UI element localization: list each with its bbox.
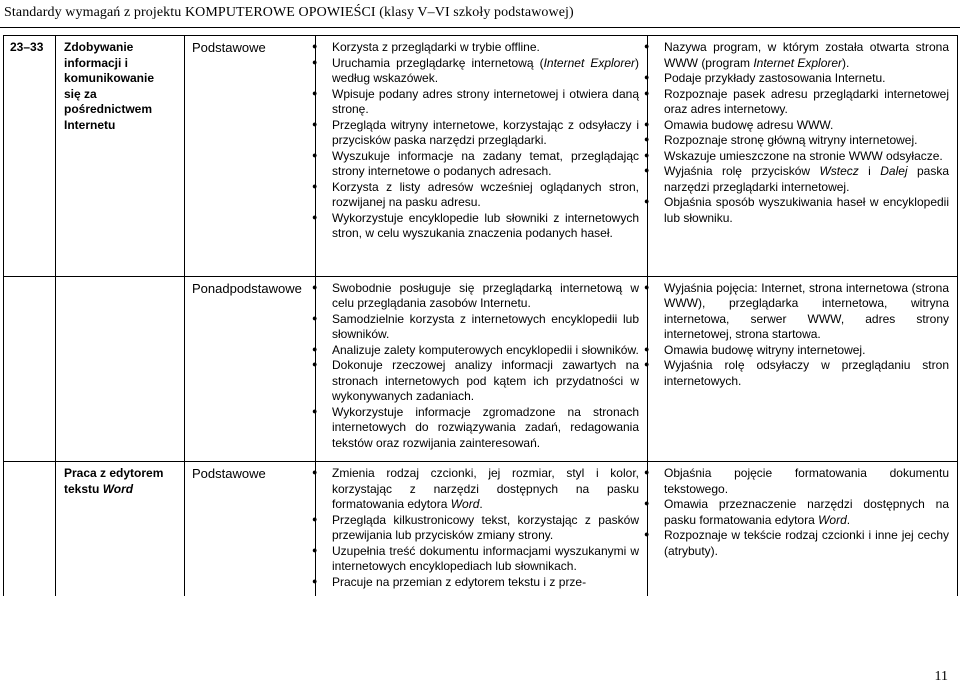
list-item: ● Analizuje zalety komputerowych encyklopedii i słowników. [324, 343, 639, 359]
level-cell [185, 462, 316, 597]
list-item: ● Dokonuje rzeczowej analizy informacji zawartych na stronach internetowych pod kątem ich przydatności w wykonywanych zadaniach. [324, 358, 639, 405]
page-header: Standardy wymagań z projektu KOMPUTEROWE OPOWIEŚCI (klasy V–VI szkoły podstawowej) [4, 5, 574, 20]
list-item: ● Wykorzystuje informacje zgromadzone na stronach internetowych do rozwiązywania zadań, redagowania tekstów oraz rozwijania zainteresowań. [324, 405, 639, 452]
table-row [4, 462, 958, 597]
list-item: ● Omawia przeznaczenie narzędzi dostępnych na pasku formatowania edytora Word. [656, 497, 949, 528]
table-row [4, 276, 958, 462]
list-item: ● Swobodnie posługuje się przeglądarką internetową w celu przeglądania zasobów Internetu. [324, 281, 639, 312]
lesson-number: 23–33 [10, 40, 44, 54]
list-item: ● Wyjaśnia pojęcia: Internet, strona internetowa (strona WWW), przeglądarka internetowa, witryna internetowa, serwer WWW, adres strony internetowej, strona startowa. [656, 281, 949, 343]
list-item: ● Pracuje na przemian z edytorem tekstu i z prze- [324, 575, 639, 591]
table-row [4, 36, 958, 277]
list-item: ● Rozpoznaje pasek adresu przeglądarki internetowej oraz adres internetowy. [656, 87, 949, 118]
level-label: Podstawowe [192, 466, 266, 481]
lesson-number-cell [4, 276, 56, 462]
list-item: ● Wyszukuje informacje na zadany temat, przeglądając strony internetowe o podanych adresach. [324, 149, 639, 180]
list-item: ● Nazywa program, w którym została otwarta strona WWW (program Internet Explorer). [656, 40, 949, 71]
page-number: 11 [934, 669, 948, 684]
list-item: ● Objaśnia pojęcie formatowania dokumentu tekstowego. [656, 466, 949, 497]
topic-title: Zdobywanie informacji i komunikowanie się za pośrednictwem Internetu [64, 40, 155, 132]
knowledge-cell [648, 462, 958, 597]
list-item: ● Rozpoznaje w tekście rodzaj czcionki i inne jej cechy (atrybuty). [656, 528, 949, 559]
list-item: ● Korzysta z przeglądarki w trybie offline. [324, 40, 639, 56]
skills-cell [316, 276, 648, 462]
list-item: ● Wyjaśnia rolę przycisków Wstecz i Dalej paska narzędzi przeglądarki internetowej. [656, 164, 949, 195]
standards-table [3, 35, 958, 596]
list-item: ● Wpisuje podany adres strony internetowej i otwiera daną stronę. [324, 87, 639, 118]
knowledge-cell [648, 276, 958, 462]
list-item: ● Uzupełnia treść dokumentu informacjami wyszukanymi w internetowych encyklopediach lub słownikach. [324, 544, 639, 575]
list-item: ● Wyjaśnia rolę odsyłaczy w przeglądaniu stron internetowych. [656, 358, 949, 389]
list-item: ● Uruchamia przeglądarkę internetową (Internet Explorer) według wskazówek. [324, 56, 639, 87]
level-label: Ponadpodstawowe [192, 280, 302, 296]
lesson-number-cell [4, 36, 56, 277]
list-item: ● Korzysta z listy adresów wcześniej oglądanych stron, rozwijanej na pasku adresu. [324, 180, 639, 211]
list-item: ● Wykorzystuje encyklopedie lub słowniki z internetowych stron, w celu wyszukania znaczenia podanych haseł. [324, 211, 639, 242]
list-item: ● Samodzielnie korzysta z internetowych encyklopedii lub słowników. [324, 312, 639, 343]
lesson-number-cell [4, 462, 56, 597]
topic-cell [56, 36, 185, 277]
header-rule [0, 27, 960, 28]
topic-cell [56, 276, 185, 462]
knowledge-cell [648, 36, 958, 277]
list-item: ● Omawia budowę witryny internetowej. [656, 343, 949, 359]
topic-cell [56, 462, 185, 597]
list-item: ● Rozpoznaje stronę główną witryny internetowej. [656, 133, 949, 149]
list-item: ● Przegląda kilkustronicowy tekst, korzystając z pasków przewijania lub przycisków zmiany strony. [324, 513, 639, 544]
list-item: ● Zmienia rodzaj czcionki, jej rozmiar, styl i kolor, korzystając z narzędzi dostępnych na pasku formatowania edytora Word. [324, 466, 639, 513]
level-label: Podstawowe [192, 40, 266, 55]
level-cell [185, 276, 316, 462]
level-cell [185, 36, 316, 277]
list-item: ● Podaje przykłady zastosowania Internetu. [656, 71, 949, 87]
list-item: ● Przegląda witryny internetowe, korzystając z odsyłaczy i przycisków paska narzędzi przeglądarki. [324, 118, 639, 149]
skills-cell [316, 462, 648, 597]
list-item: ● Wskazuje umieszczone na stronie WWW odsyłacze. [656, 149, 949, 165]
list-item: ● Objaśnia sposób wyszukiwania haseł w encyklopedii lub słowniku. [656, 195, 949, 226]
list-item: ● Omawia budowę adresu WWW. [656, 118, 949, 134]
topic-title: Praca z edytorem tekstu Word [64, 466, 164, 496]
skills-cell [316, 36, 648, 277]
